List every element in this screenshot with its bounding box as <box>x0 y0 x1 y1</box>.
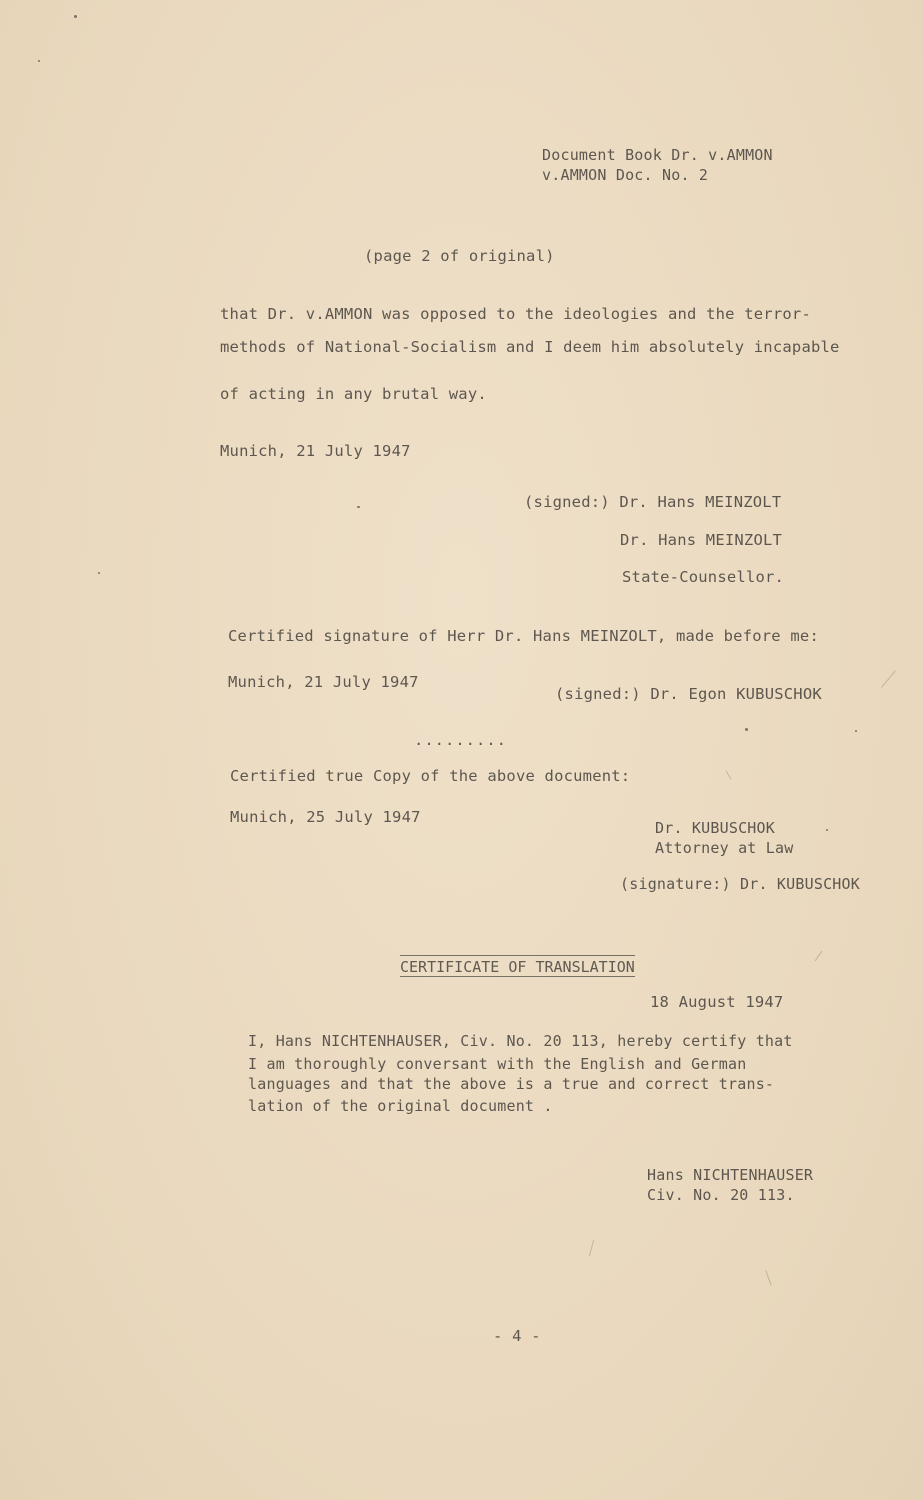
translation-certificate-title: CERTIFICATE OF TRANSLATION <box>400 955 635 977</box>
page-number: - 4 - <box>493 1327 541 1345</box>
paper-scratch <box>765 1270 771 1285</box>
paper-scratch <box>589 1240 594 1256</box>
paper-speck <box>357 506 360 508</box>
paper-scratch <box>815 951 823 961</box>
page-note: (page 2 of original) <box>364 247 555 265</box>
signer-title: State-Counsellor. <box>622 568 785 586</box>
translator-name: Hans NICHTENHAUSER <box>647 1166 814 1184</box>
body-line: of acting in any brutal way. <box>220 385 487 403</box>
paper-speck <box>38 60 40 62</box>
paper-scratch <box>881 670 896 687</box>
signer-name: Dr. Hans MEINZOLT <box>620 531 783 549</box>
certification-text: Certified signature of Herr Dr. Hans MEINZOLT, made before me: <box>228 627 819 645</box>
attorney-name: Dr. KUBUSCHOK <box>655 819 775 837</box>
paper-speck <box>98 572 100 574</box>
doc-number: v.AMMON Doc. No. 2 <box>542 166 709 184</box>
translation-line: languages and that the above is a true and correct trans- <box>248 1075 775 1093</box>
separator-dots: ......... <box>414 731 507 749</box>
true-copy-text: Certified true Copy of the above document: <box>230 767 631 785</box>
body-line: methods of National-Socialism and I deem him absolutely incapable <box>220 338 840 356</box>
translation-date: 18 August 1947 <box>650 993 784 1011</box>
translation-line: I am thoroughly conversant with the English and German <box>248 1055 747 1073</box>
certification-signed: (signed:) Dr. Egon KUBUSCHOK <box>555 685 822 703</box>
body-line: that Dr. v.AMMON was opposed to the ideologies and the terror- <box>220 305 811 323</box>
doc-book-reference: Document Book Dr. v.AMMON <box>542 146 773 164</box>
paper-speck <box>74 15 77 18</box>
paper-speck <box>855 730 857 732</box>
paper-speck <box>826 829 828 831</box>
certification-place-date: Munich, 21 July 1947 <box>228 673 419 691</box>
attorney-role: Attorney at Law <box>655 839 794 857</box>
paper-scratch <box>726 770 732 779</box>
place-date: Munich, 21 July 1947 <box>220 442 411 460</box>
signed-line: (signed:) Dr. Hans MEINZOLT <box>524 493 782 511</box>
paper-speck <box>745 728 748 731</box>
attorney-signature: (signature:) Dr. KUBUSCHOK <box>620 875 860 893</box>
translation-line: I, Hans NICHTENHAUSER, Civ. No. 20 113, hereby certify that <box>248 1032 793 1050</box>
translation-line: lation of the original document . <box>248 1097 553 1115</box>
translator-civ-no: Civ. No. 20 113. <box>647 1186 795 1204</box>
true-copy-place-date: Munich, 25 July 1947 <box>230 808 421 826</box>
